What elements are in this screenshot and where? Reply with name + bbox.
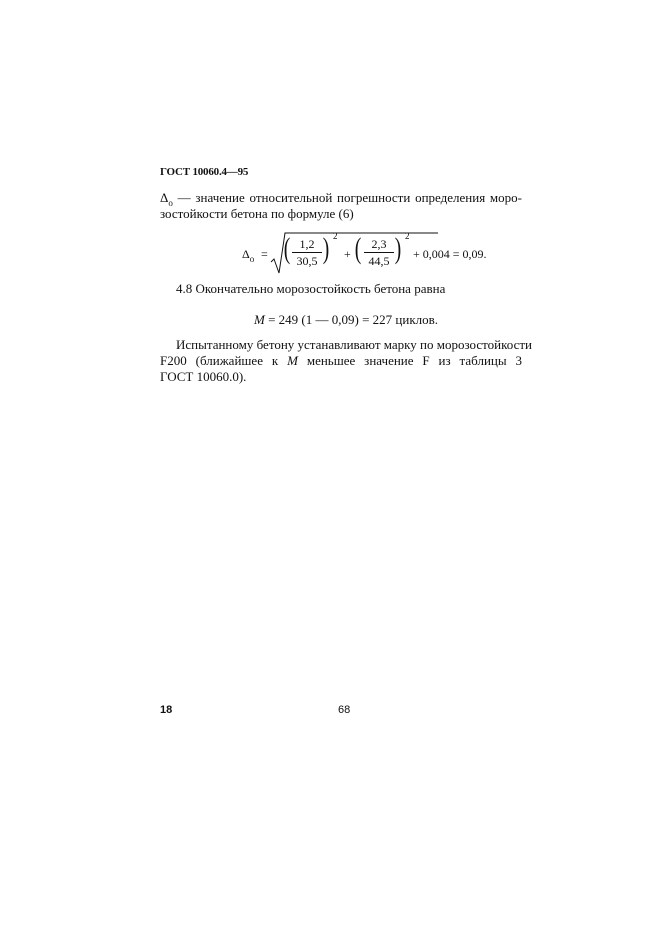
left-paren-icon: ( [283,232,291,265]
page-number-left: 18 [160,704,173,716]
fraction-1-denominator: 30,5 [296,254,318,268]
left-paren-icon: ( [354,232,362,265]
conclusion-line-3: ГОСТ 10060.0). [160,369,247,384]
formula-tail: + 0,004 = 0,09. [413,247,487,261]
conclusion-line-2 [160,352,522,369]
fraction-1-bar [292,252,322,253]
right-paren-icon: ) [394,232,402,265]
conclusion-line-2-a: F200 (ближайшее к [160,353,288,368]
page-number-center: 68 [338,704,351,716]
delta-symbol: Δ [160,190,169,205]
definition-line-2: зостойкости бетона по формуле (6) [160,206,354,221]
document-header: ГОСТ 10060.4—95 [160,166,249,178]
fraction-2-denominator: 44,5 [368,254,390,268]
conclusion-line-2-b: меньшее значение F из таблицы 3 [297,353,522,368]
definition-text-1: — значение относительной погрешности определения моро- [172,190,522,205]
delta-subscript: о [168,198,173,208]
formula-m-variable: M [254,312,265,327]
fraction-1-numerator: 1,2 [299,237,315,251]
right-paren-icon: ) [322,232,330,265]
plus-sign: + [344,247,351,261]
formula-equals: = [261,247,268,261]
formula-m [254,312,438,328]
section-4-8: 4.8 Окончательно морозостойкость бетона равна [176,281,446,296]
fraction-1 [292,237,322,268]
conclusion-line-1: Испытанному бетону устанавливают марку по морозостойкости [176,337,532,352]
formula-m-rest: = 249 (1 — 0,09) = 227 циклов. [264,312,439,327]
exponent-1: 2 [333,231,338,241]
conclusion-line-2-var: M [287,353,298,368]
exponent-2: 2 [405,231,410,241]
fraction-2 [364,237,394,268]
formula-lhs [242,247,254,262]
formula-lhs-subscript: о [249,254,255,264]
fraction-2-numerator: 2,3 [371,237,387,251]
formula-delta [242,230,487,276]
fraction-2-bar [364,252,394,253]
formula-lhs-symbol: Δ [242,247,250,261]
